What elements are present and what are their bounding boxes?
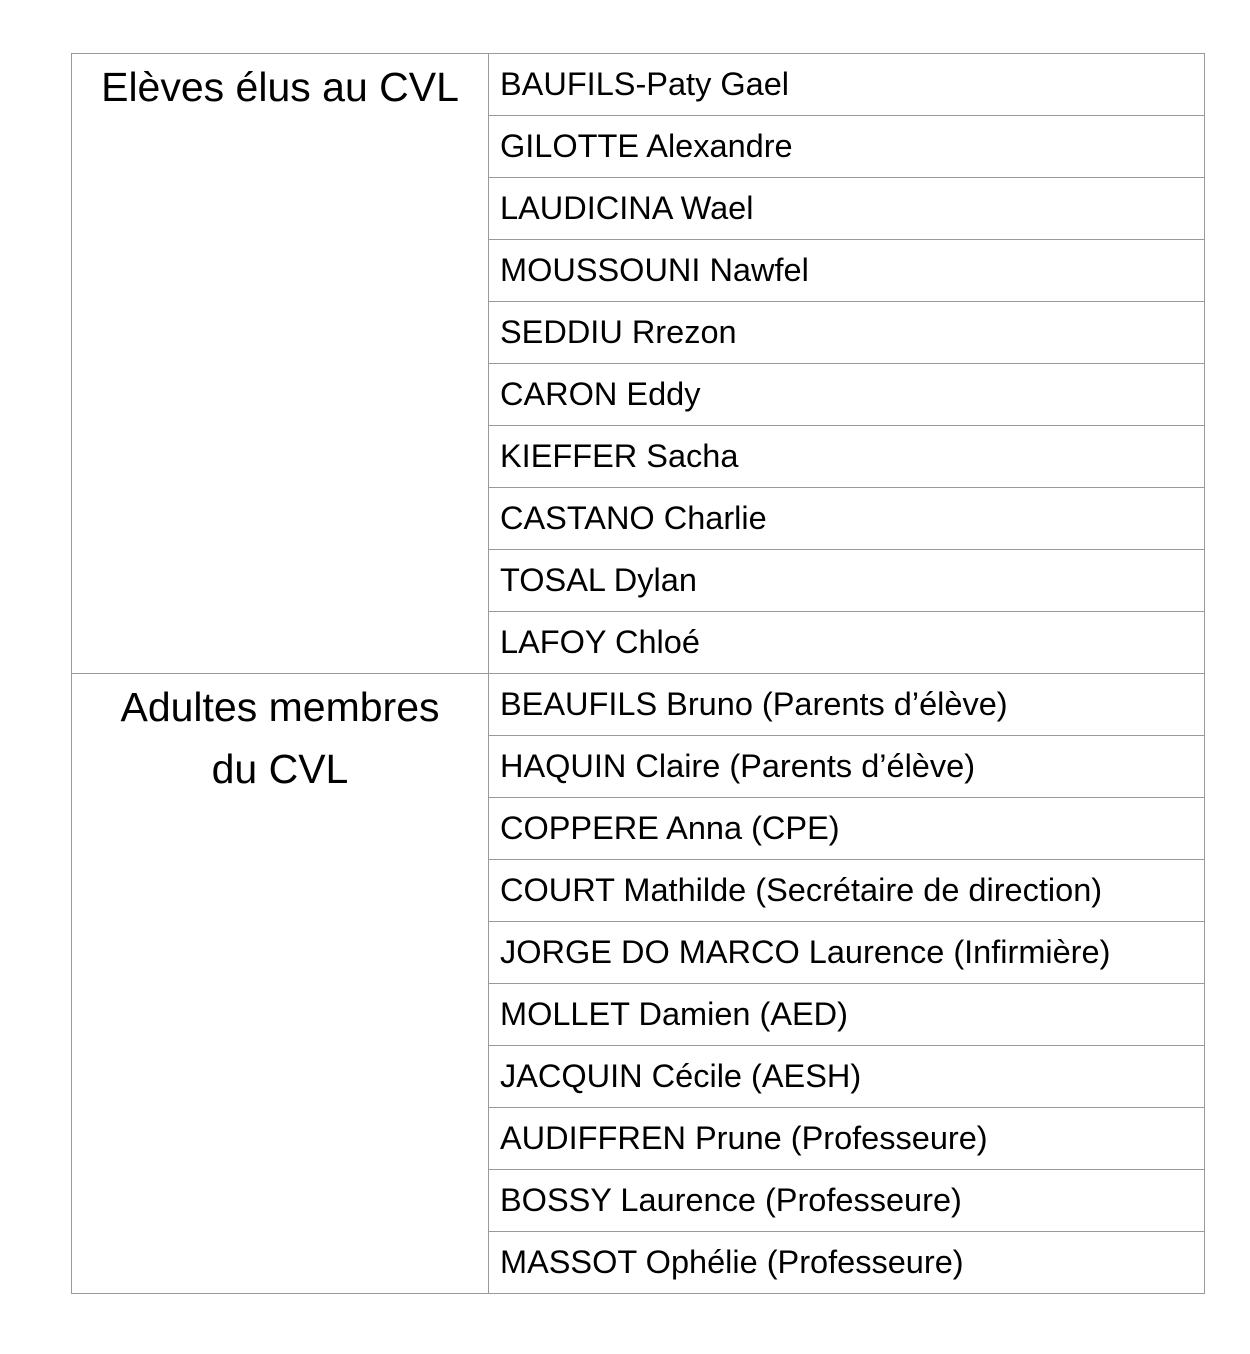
member-name: SEDDIU Rrezon xyxy=(489,302,1205,364)
member-name: KIEFFER Sacha xyxy=(489,426,1205,488)
member-name: JORGE DO MARCO Laurence (Infirmière) xyxy=(489,922,1205,984)
member-name: HAQUIN Claire (Parents d’élève) xyxy=(489,736,1205,798)
member-name: GILOTTE Alexandre xyxy=(489,116,1205,178)
member-name: MOUSSOUNI Nawfel xyxy=(489,240,1205,302)
table-row xyxy=(72,54,1205,116)
member-name: LAUDICINA Wael xyxy=(489,178,1205,240)
member-name: MASSOT Ophélie (Professeure) xyxy=(489,1232,1205,1294)
member-name: JACQUIN Cécile (AESH) xyxy=(489,1046,1205,1108)
member-name: TOSAL Dylan xyxy=(489,550,1205,612)
member-name: CARON Eddy xyxy=(489,364,1205,426)
group-label-students xyxy=(72,54,489,674)
group-label-adults xyxy=(72,674,489,1294)
group-label-text: Adultes membres du CVL xyxy=(120,684,440,792)
member-name: BOSSY Laurence (Professeure) xyxy=(489,1170,1205,1232)
member-name: BAUFILS-Paty Gael xyxy=(489,54,1205,116)
member-name: BEAUFILS Bruno (Parents d’élève) xyxy=(489,674,1205,736)
table-row xyxy=(72,674,1205,736)
member-name: COPPERE Anna (CPE) xyxy=(489,798,1205,860)
cvl-members-table xyxy=(71,53,1205,1294)
member-name: AUDIFFREN Prune (Professeure) xyxy=(489,1108,1205,1170)
member-name: MOLLET Damien (AED) xyxy=(489,984,1205,1046)
group-label-text: Elèves élus au CVL xyxy=(101,64,459,110)
member-name: COURT Mathilde (Secrétaire de direction) xyxy=(489,860,1205,922)
member-name: LAFOY Chloé xyxy=(489,612,1205,674)
member-name: CASTANO Charlie xyxy=(489,488,1205,550)
